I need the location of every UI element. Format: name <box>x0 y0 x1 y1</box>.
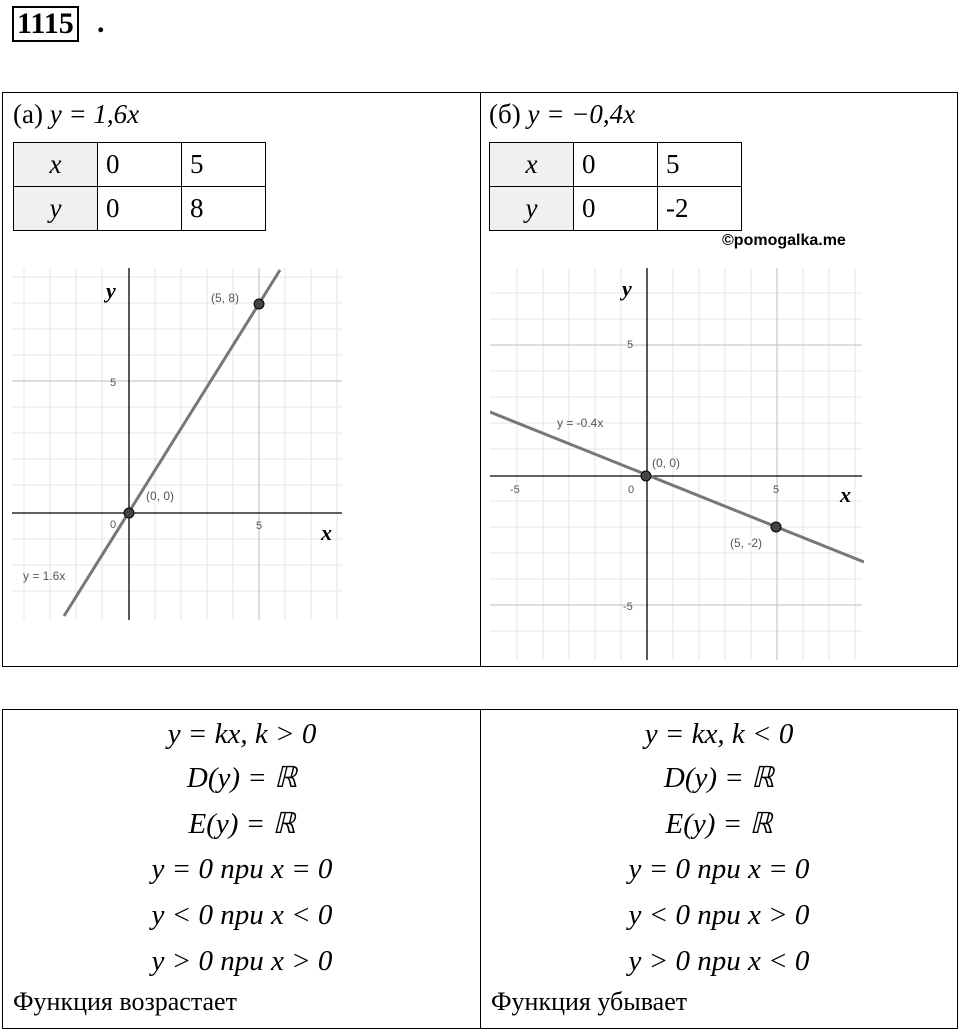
tick-label: 5 <box>110 377 117 389</box>
line-label: y = 1.6x <box>23 569 66 583</box>
equation-b-formula: y = −0,4x <box>527 99 636 129</box>
table-row <box>490 187 742 231</box>
point-origin <box>641 471 651 481</box>
table-header-y: y <box>14 187 98 231</box>
property-line: E(y) = ℝ <box>665 808 773 840</box>
point-origin <box>124 508 134 518</box>
property-line: y = kx, k > 0 <box>167 718 317 750</box>
graph-b <box>490 268 864 662</box>
value-table-b <box>489 142 742 231</box>
equation-a <box>13 99 139 129</box>
axis-label-y: y <box>106 278 116 303</box>
table-header-x: x <box>14 143 98 187</box>
tick-label: 5 <box>773 484 780 496</box>
property-line: E(y) = ℝ <box>188 808 296 840</box>
major-grid <box>12 268 342 620</box>
table-header-y: y <box>490 187 574 231</box>
table-row <box>14 187 266 231</box>
table-cell: -2 <box>658 187 742 231</box>
axis-label-x: x <box>321 520 332 545</box>
property-line: y > 0 при x < 0 <box>628 945 810 977</box>
table-row <box>490 143 742 187</box>
grid <box>12 268 342 620</box>
table-row <box>14 143 266 187</box>
property-line: y = kx, k < 0 <box>644 718 794 750</box>
axis-label-x: x <box>840 482 851 507</box>
equation-b-label: (б) <box>489 99 521 129</box>
point-label: (0, 0) <box>652 456 681 470</box>
table-cell: 0 <box>574 143 658 187</box>
point-5-m2 <box>771 522 781 532</box>
point-label: (5, 8) <box>211 291 240 305</box>
conclusion-text: Функция убывает <box>491 987 688 1016</box>
point-label: (0, 0) <box>146 489 175 503</box>
conclusion-text: Функция возрастает <box>13 987 237 1016</box>
property-line: y < 0 при x < 0 <box>151 899 333 931</box>
line-label: y = -0.4x <box>557 416 604 430</box>
function-line <box>490 412 864 562</box>
axes <box>12 268 342 620</box>
table-header-x: x <box>490 143 574 187</box>
table-cell: 8 <box>182 187 266 231</box>
equation-b <box>489 99 635 129</box>
equation-a-formula: y = 1,6x <box>49 99 140 129</box>
property-line: y < 0 при x > 0 <box>628 899 810 931</box>
point-5-8 <box>254 299 264 309</box>
function-line <box>64 270 280 616</box>
tick-label: 5 <box>256 520 263 532</box>
table-cell: 5 <box>658 143 742 187</box>
tick-label: 0 <box>628 484 635 496</box>
equation-a-label: (а) <box>13 99 43 129</box>
value-table-a <box>13 142 266 231</box>
tick-label: -5 <box>623 601 633 613</box>
table-cell: 5 <box>182 143 266 187</box>
problem-number-dot: . <box>97 6 105 39</box>
table-cell: 0 <box>574 187 658 231</box>
graph-a <box>12 268 346 620</box>
problem-number: 1115 <box>12 6 79 42</box>
watermark: ©pomogalka.me <box>722 232 846 249</box>
table-cell: 0 <box>98 187 182 231</box>
point-label: (5, -2) <box>730 536 763 550</box>
property-line: y = 0 при x = 0 <box>151 853 333 885</box>
axis-label-y: y <box>622 276 632 301</box>
property-line: D(y) = ℝ <box>663 762 775 794</box>
properties-b <box>480 709 958 1029</box>
properties-a <box>2 709 481 1029</box>
tick-label: 5 <box>627 339 634 351</box>
property-line: y > 0 при x > 0 <box>151 945 333 977</box>
table-cell: 0 <box>98 143 182 187</box>
tick-label: 0 <box>110 519 117 531</box>
property-line: D(y) = ℝ <box>186 762 298 794</box>
tick-label: -5 <box>510 484 520 496</box>
property-line: y = 0 при x = 0 <box>628 853 810 885</box>
